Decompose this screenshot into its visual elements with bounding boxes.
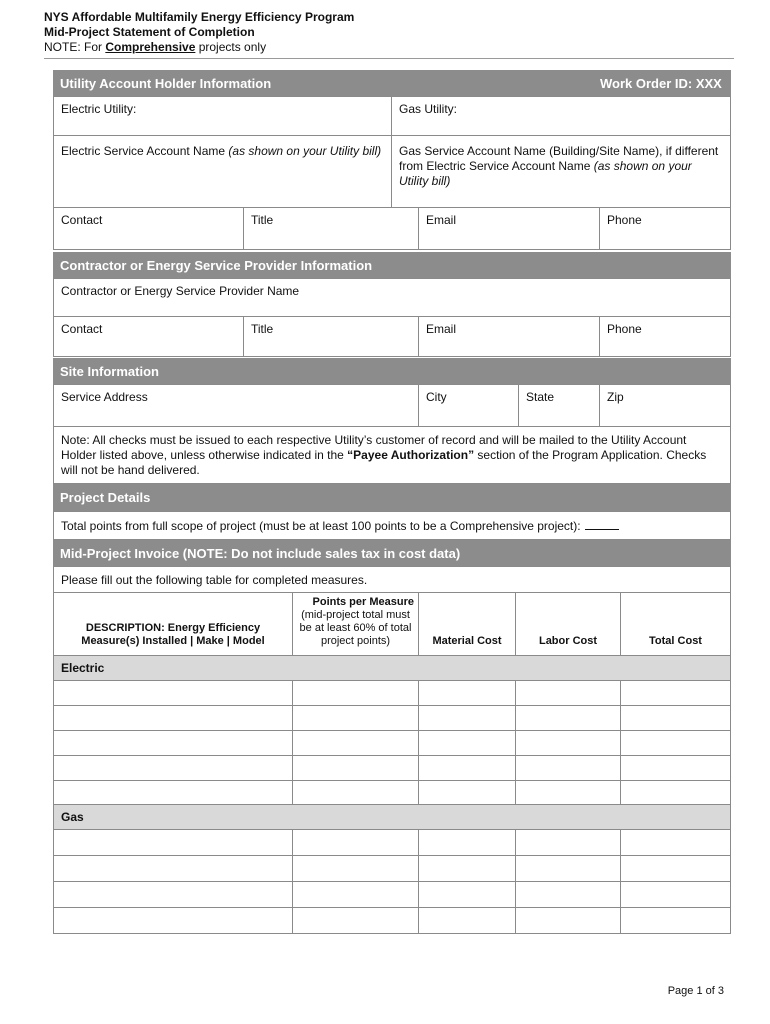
table-cell[interactable] xyxy=(292,855,419,882)
utility-phone-field[interactable]: Phone xyxy=(599,207,731,250)
table-cell[interactable] xyxy=(418,705,516,731)
table-cell[interactable] xyxy=(292,730,419,756)
table-cell[interactable] xyxy=(53,755,293,781)
table-cell[interactable] xyxy=(292,881,419,908)
table-cell[interactable] xyxy=(620,855,731,882)
contractor-section-header xyxy=(53,252,731,278)
header-divider xyxy=(44,58,734,59)
table-cell[interactable] xyxy=(515,780,621,806)
table-cell[interactable] xyxy=(515,907,621,934)
invoice-section-header xyxy=(53,540,731,566)
table-cell[interactable] xyxy=(418,755,516,781)
col-header-total-cost: Total Cost xyxy=(620,592,731,656)
category-row-gas: Gas xyxy=(53,804,731,830)
total-points-input[interactable] xyxy=(585,519,619,530)
table-cell[interactable] xyxy=(418,881,516,908)
table-cell[interactable] xyxy=(292,755,419,781)
table-cell[interactable] xyxy=(418,730,516,756)
table-cell[interactable] xyxy=(53,907,293,934)
table-cell[interactable] xyxy=(292,680,419,706)
gas-utility-field[interactable]: Gas Utility: xyxy=(391,96,731,136)
table-cell[interactable] xyxy=(620,680,731,706)
table-cell[interactable] xyxy=(418,680,516,706)
document-header xyxy=(44,10,354,55)
project-section-title: Project Details xyxy=(60,490,151,505)
table-cell[interactable] xyxy=(53,881,293,908)
table-cell[interactable] xyxy=(620,907,731,934)
table-cell[interactable] xyxy=(515,730,621,756)
project-section-header xyxy=(53,484,731,511)
table-cell[interactable] xyxy=(418,855,516,882)
payment-note: Note: All checks must be issued to each respective Utility’s customer of record and will be mailed to the Utility Account Holder listed above, unless otherwise indicated in the “Payee Authorization” section of the Program Application. Checks will not be hand delivered. xyxy=(53,426,731,484)
utility-contact-field[interactable]: Contact xyxy=(53,207,244,250)
col-header-points: Points per Measure (mid-project total must be at least 60% of total project points) xyxy=(292,592,419,656)
category-row-electric: Electric xyxy=(53,655,731,681)
table-cell[interactable] xyxy=(620,730,731,756)
utility-title-field[interactable]: Title xyxy=(243,207,419,250)
table-cell[interactable] xyxy=(292,907,419,934)
table-cell[interactable] xyxy=(292,705,419,731)
table-cell[interactable] xyxy=(515,755,621,781)
col-header-description: DESCRIPTION: Energy Efficiency Measure(s) Installed | Make | Model xyxy=(53,592,293,656)
table-cell[interactable] xyxy=(620,780,731,806)
contractor-contact-field[interactable]: Contact xyxy=(53,316,244,357)
contractor-title-field[interactable]: Title xyxy=(243,316,419,357)
total-points-row: Total points from full scope of project (must be at least 100 points to be a Comprehensive project): xyxy=(53,511,731,540)
gas-account-name-field[interactable]: Gas Service Account Name (Building/Site Name), if different from Electric Service Account Name (as shown on your Utility bill) xyxy=(391,135,731,208)
utility-email-field[interactable]: Email xyxy=(418,207,600,250)
invoice-section-title: Mid-Project Invoice (NOTE: Do not include sales tax in cost data) xyxy=(60,545,461,561)
contractor-name-field[interactable]: Contractor or Energy Service Provider Name xyxy=(53,278,731,317)
contractor-section-title: Contractor or Energy Service Provider Information xyxy=(60,257,373,273)
table-cell[interactable] xyxy=(620,829,731,856)
utility-section-title: Utility Account Holder Information xyxy=(60,75,272,91)
table-cell[interactable] xyxy=(292,780,419,806)
invoice-instruction: Please fill out the following table for completed measures. xyxy=(53,566,731,593)
table-cell[interactable] xyxy=(53,780,293,806)
program-title: NYS Affordable Multifamily Energy Efficiency Program xyxy=(44,10,355,24)
col-header-material-cost: Material Cost xyxy=(418,592,516,656)
table-cell[interactable] xyxy=(418,780,516,806)
table-cell[interactable] xyxy=(53,730,293,756)
contractor-phone-field[interactable]: Phone xyxy=(599,316,731,357)
electric-account-name-field[interactable]: Electric Service Account Name (as shown on your Utility bill) xyxy=(53,135,392,208)
page-number: Page 1 of 3 xyxy=(667,985,724,997)
site-section-header xyxy=(53,358,731,384)
table-cell[interactable] xyxy=(418,907,516,934)
electric-utility-field[interactable]: Electric Utility: xyxy=(53,96,392,136)
table-cell[interactable] xyxy=(53,705,293,731)
table-cell[interactable] xyxy=(53,829,293,856)
zip-field[interactable]: Zip xyxy=(599,384,731,427)
table-cell[interactable] xyxy=(515,829,621,856)
table-cell[interactable] xyxy=(515,680,621,706)
table-cell[interactable] xyxy=(292,829,419,856)
table-cell[interactable] xyxy=(53,680,293,706)
work-order-id: Work Order ID: XXX xyxy=(600,75,722,91)
table-cell[interactable] xyxy=(620,705,731,731)
table-cell[interactable] xyxy=(515,881,621,908)
table-cell[interactable] xyxy=(515,705,621,731)
table-cell[interactable] xyxy=(620,881,731,908)
state-field[interactable]: State xyxy=(518,384,600,427)
table-cell[interactable] xyxy=(515,855,621,882)
city-field[interactable]: City xyxy=(418,384,519,427)
col-header-labor-cost: Labor Cost xyxy=(515,592,621,656)
form-title: Mid-Project Statement of Completion xyxy=(44,25,255,39)
site-section-title: Site Information xyxy=(60,363,159,379)
table-cell[interactable] xyxy=(620,755,731,781)
contractor-email-field[interactable]: Email xyxy=(418,316,600,357)
table-cell[interactable] xyxy=(53,855,293,882)
form-note: NOTE: For Comprehensive projects only xyxy=(44,40,267,54)
table-cell[interactable] xyxy=(418,829,516,856)
service-address-field[interactable]: Service Address xyxy=(53,384,419,427)
